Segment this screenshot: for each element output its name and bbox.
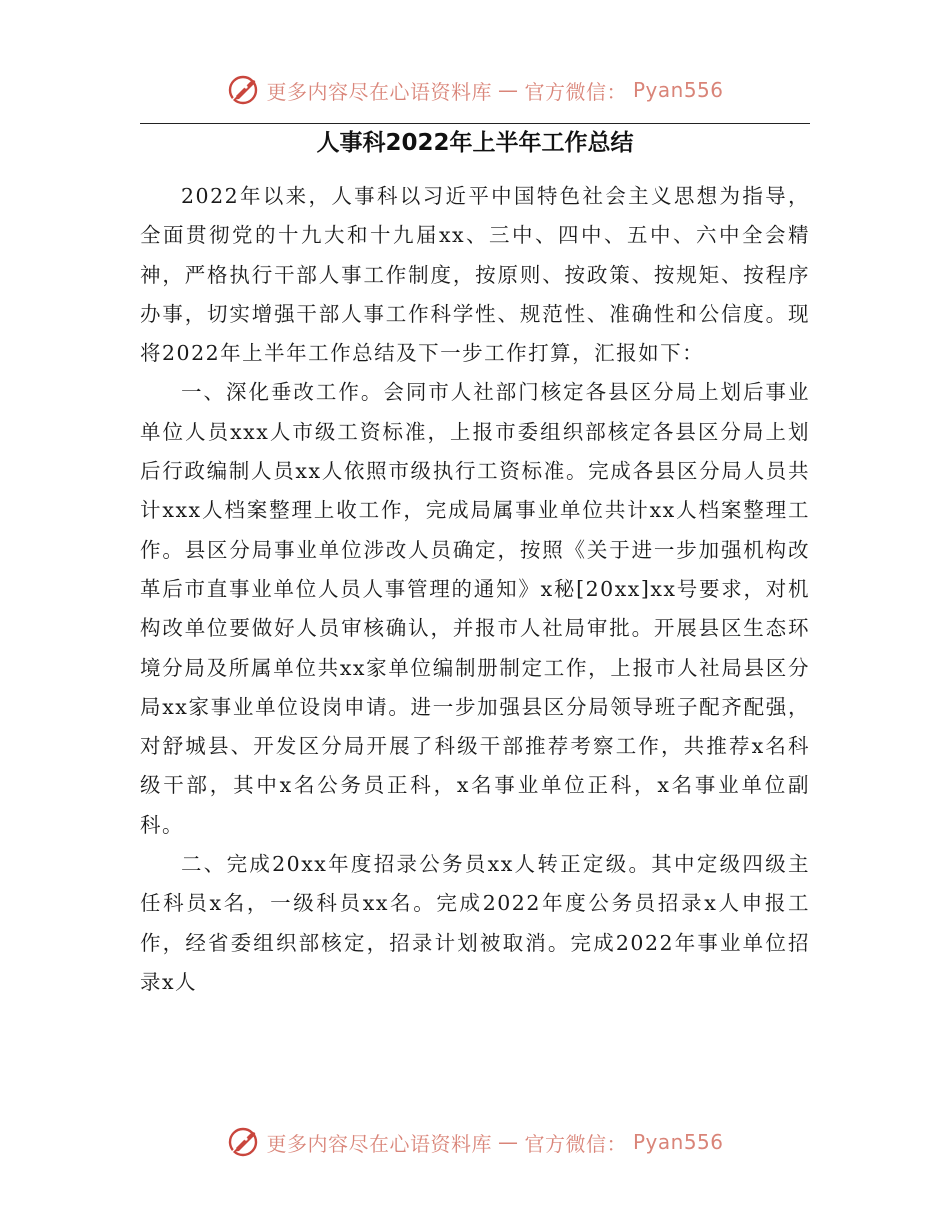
- watermark-wechat-id: Pyan556: [632, 1130, 724, 1154]
- paragraph-section-1: 一、深化垂改工作。会同市人社部门核定各县区分局上划后事业单位人员xxx人市级工资标准，上报市委组织部核定各县区分局上划后行政编制人员xx人依照市级执行工资标准。完成各县区分局人员共计xxx人档案整理上收工作，完成局属事业单位共计xx人档案整理工作。县区分局事业单位涉改人员确定，按照《关于进一步加强机构改革后市直事业单位人员人事管理的通知》x秘[20xx]xx号要求，对机构改单位要做好人员审核确认，并报市人社局审批。开展县区生态环境分局及所属单位共xx家单位编制册制定工作，上报市人社局县区分局xx家事业单位设岗申请。进一步加强县区分局领导班子配齐配强，对舒城县、开发区分局开展了科级干部推荐考察工作，共推荐x名科级干部，其中x名公务员正科，x名事业单位正科，x名事业单位副科。: [140, 380, 810, 837]
- watermark-brand-text: 更多内容尽在心语资料库: [266, 79, 492, 104]
- header-divider: [140, 123, 810, 124]
- paragraph-intro: 2022年以来，人事科以习近平中国特色社会主义思想为指导，全面贯彻党的十九大和十九届xx、三中、四中、五中、六中全会精神，严格执行干部人事工作制度，按原则、按政策、按规矩、按程序办事，切实增强干部人事工作科学性、规范性、准确性和公信度。现将2022年上半年工作总结及下一步工作打算，汇报如下：: [140, 184, 810, 366]
- document-title: 人事科2022年上半年工作总结: [316, 130, 634, 156]
- document-body: [140, 177, 810, 1002]
- watermark-wechat-label: 官方微信：: [524, 79, 627, 104]
- watermark-wechat-label: 官方微信：: [524, 1131, 627, 1156]
- watermark-separator: —: [497, 78, 519, 102]
- quill-logo-icon: [226, 1125, 260, 1159]
- watermark-brand-text: 更多内容尽在心语资料库: [266, 1131, 492, 1156]
- quill-logo-icon: [226, 73, 260, 107]
- paragraph-section-2: 二、完成20xx年度招录公务员xx人转正定级。其中定级四级主任科员x名，一级科员xx名。完成2022年度公务员招录x人申报工作，经省委组织部核定，招录计划被取消。完成2022年事业单位招录x人: [140, 852, 810, 994]
- watermark-separator: —: [497, 1130, 519, 1154]
- header-watermark: [0, 70, 950, 110]
- watermark-wechat-id: Pyan556: [632, 78, 724, 102]
- footer-watermark: [0, 1122, 950, 1162]
